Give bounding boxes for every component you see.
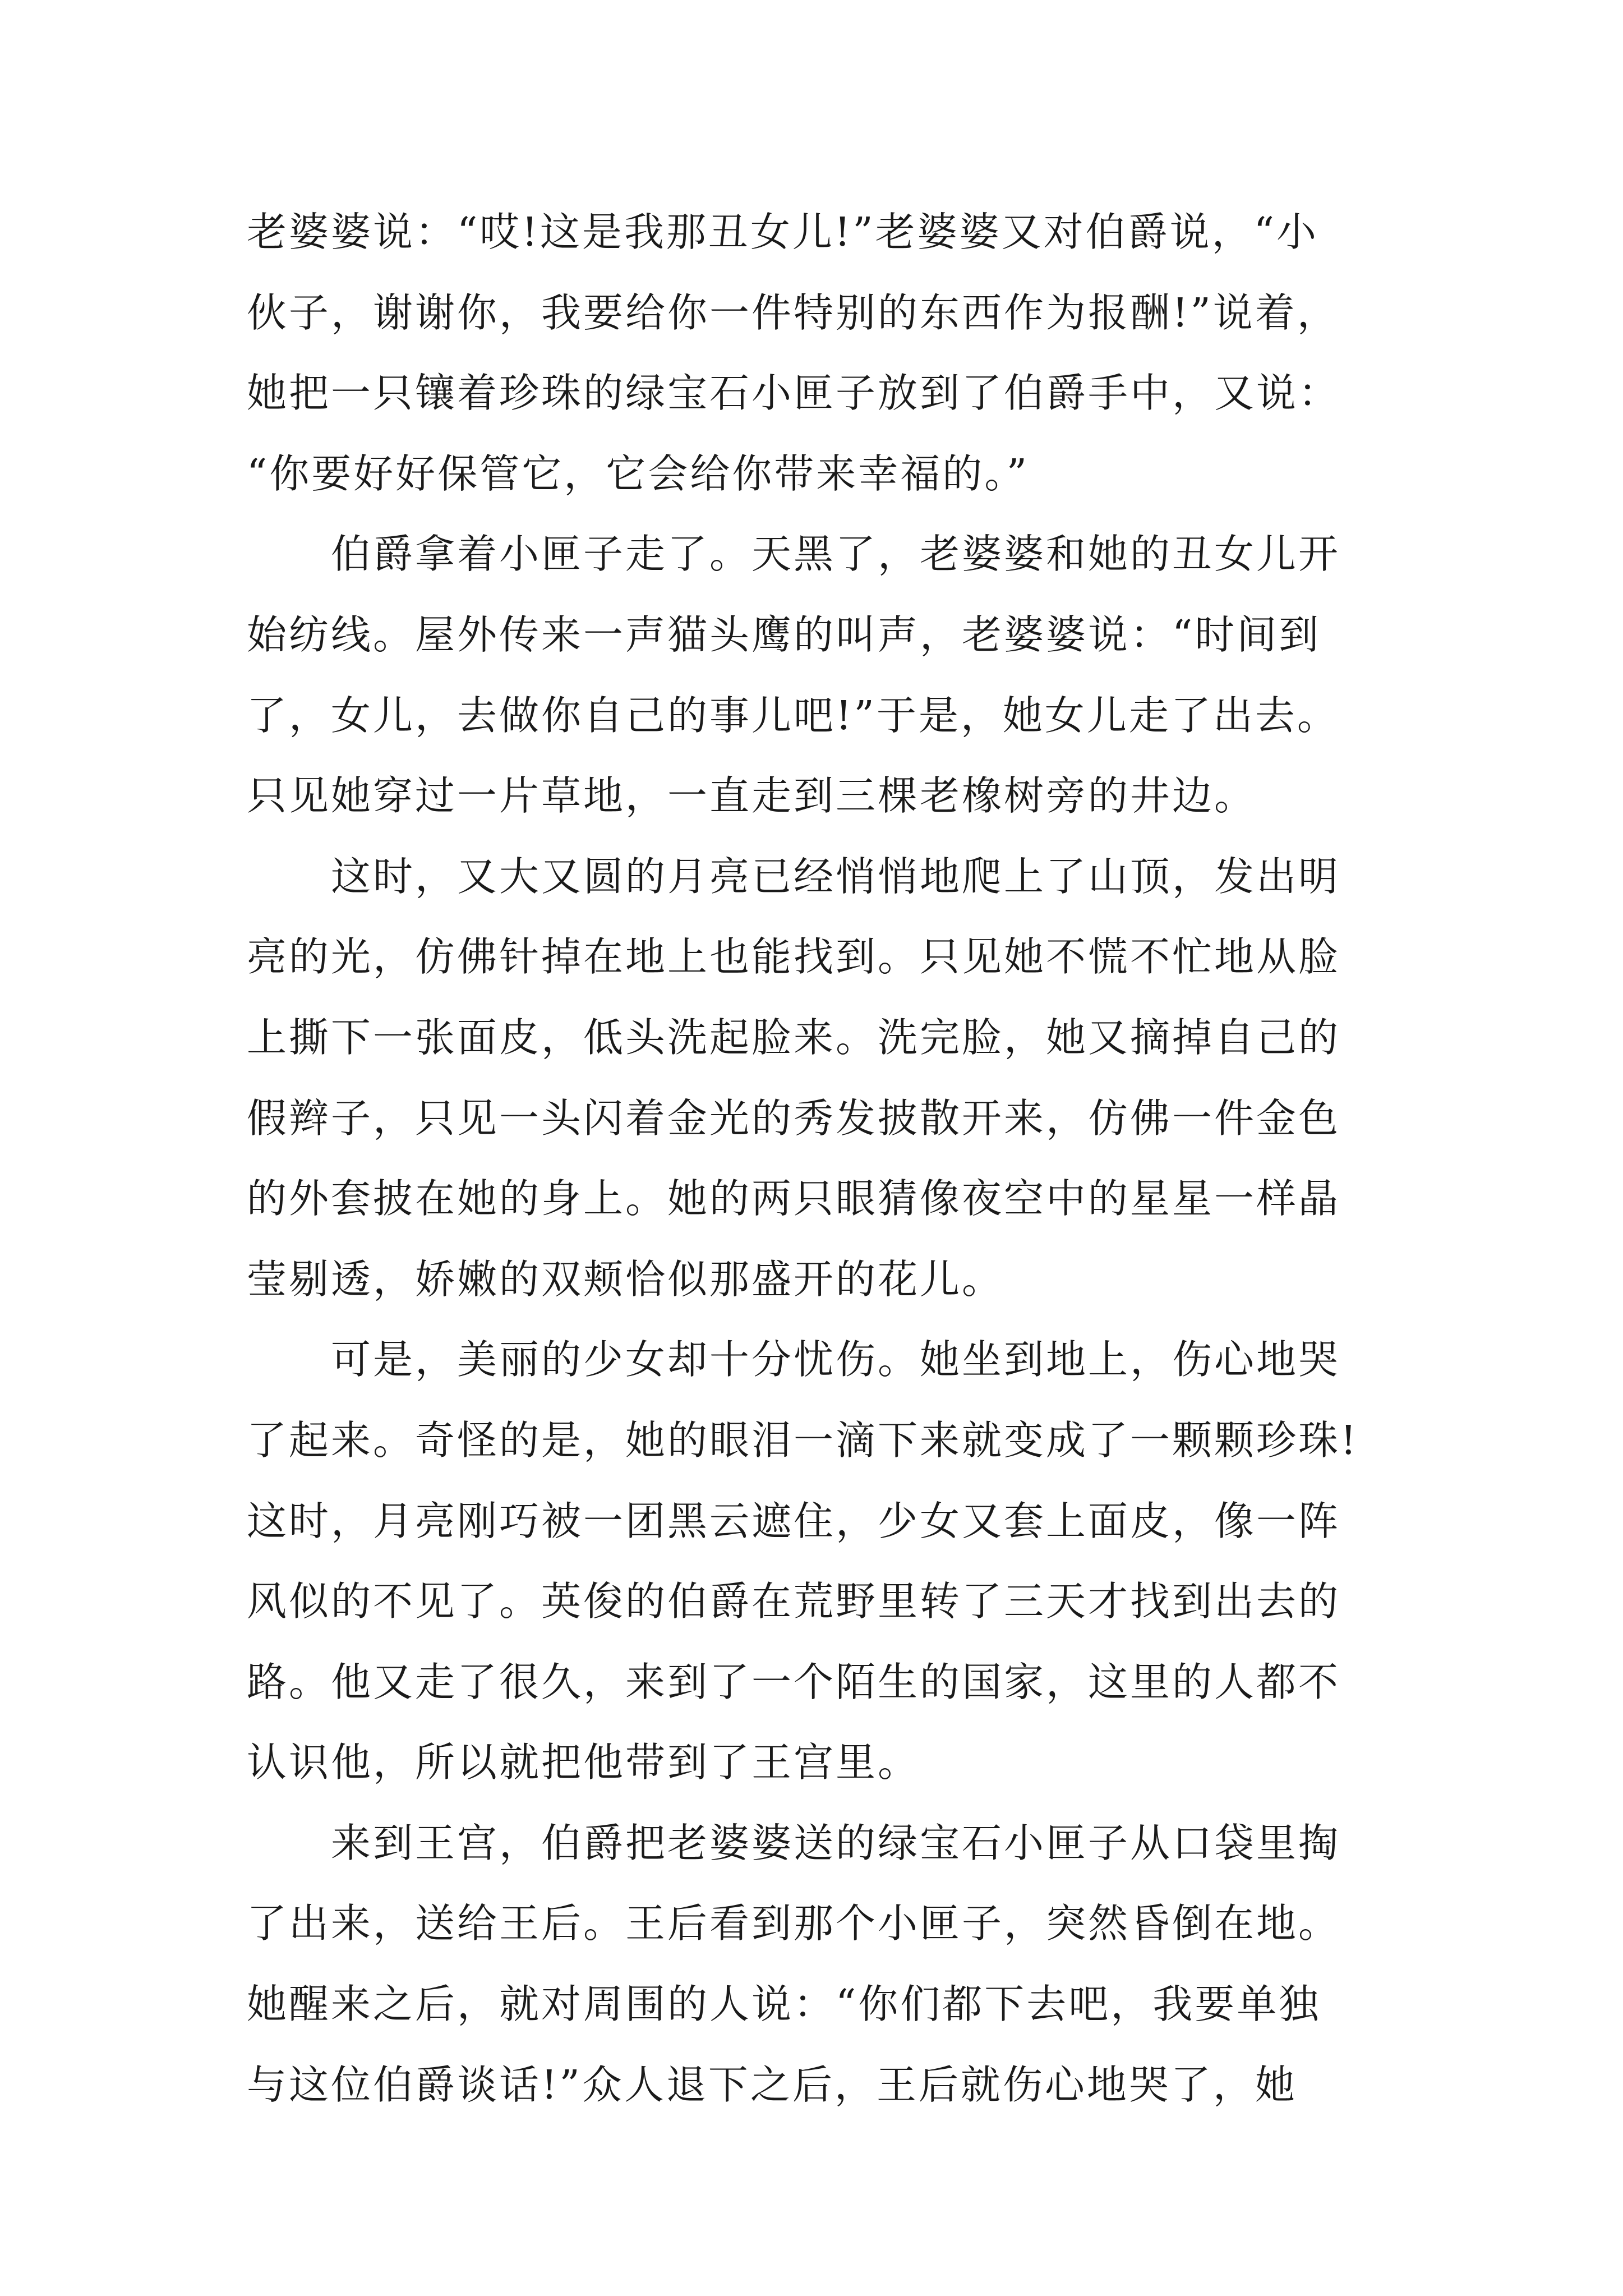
- text-line: 与这位伯爵谈话!”众人退下之后，王后就伤心地哭了，她: [247, 2061, 1297, 2108]
- text-line: 她把一只镶着珍珠的绿宝石小匣子放到了伯爵手中，又说：: [247, 370, 1341, 417]
- text-line: 了起来。奇怪的是，她的眼泪一滴下来就变成了一颗颗珍珠!: [247, 1416, 1359, 1464]
- text-line: 风似的不见了。英俊的伯爵在荒野里转了三天才找到出去的: [247, 1578, 1341, 1625]
- paragraph-first-line: 伯爵拿着小匣子走了。天黑了，老婆婆和她的丑女儿开: [331, 531, 1341, 578]
- text-line: 只见她穿过一片草地，一直走到三棵老橡树旁的井边。: [247, 772, 1257, 820]
- text-line: 了出来，送给王后。王后看到那个小匣子，突然昏倒在地。: [247, 1900, 1341, 1947]
- text-line: “你要好好保管它，它会给你带来幸福的。”: [247, 450, 1030, 497]
- paragraph-first-line: 来到王宫，伯爵把老婆婆送的绿宝石小匣子从口袋里掏: [331, 1819, 1341, 1866]
- text-line: 亮的光，仿佛针掉在地上也能找到。只见她不慌不忙地从脸: [247, 933, 1341, 981]
- text-line: 上撕下一张面皮，低头洗起脸来。洗完脸，她又摘掉自己的: [247, 1014, 1341, 1061]
- text-line: 老婆婆说：“哎!这是我那丑女儿!”老婆婆又对伯爵说，“小: [247, 209, 1318, 255]
- text-line: 莹剔透，娇嫩的双颊恰似那盛开的花儿。: [247, 1255, 1004, 1303]
- text-line: 路。他又走了很久，来到了一个陌生的国家，这里的人都不: [247, 1658, 1341, 1705]
- text-line: 认识他，所以就把他带到了王宫里。: [247, 1739, 920, 1786]
- text-line: 她醒来之后，就对周围的人说：“你们都下去吧，我要单独: [247, 1981, 1321, 2028]
- paragraph-first-line: 这时，又大又圆的月亮已经悄悄地爬上了山顶，发出明: [331, 853, 1341, 900]
- paragraph-first-line: 可是，美丽的少女却十分忧伤。她坐到地上，伤心地哭: [331, 1336, 1341, 1383]
- text-line: 的外套披在她的身上。她的两只眼猜像夜空中的星星一样晶: [247, 1175, 1341, 1222]
- text-line: 伙子，谢谢你，我要给你一件特别的东西作为报酬!”说着，: [247, 289, 1339, 336]
- text-line: 了，女儿，去做你自己的事儿吧!”于是，她女儿走了出去。: [247, 692, 1339, 739]
- text-line: 假辫子，只见一头闪着金光的秀发披散开来，仿佛一件金色: [247, 1094, 1341, 1142]
- text-line: 始纺线。屋外传来一声猫头鹰的叫声，老婆婆说：“时间到: [247, 611, 1321, 658]
- text-line: 这时，月亮刚巧被一团黑云遮住，少女又套上面皮，像一阵: [247, 1497, 1341, 1544]
- story-text: [247, 192, 1391, 2125]
